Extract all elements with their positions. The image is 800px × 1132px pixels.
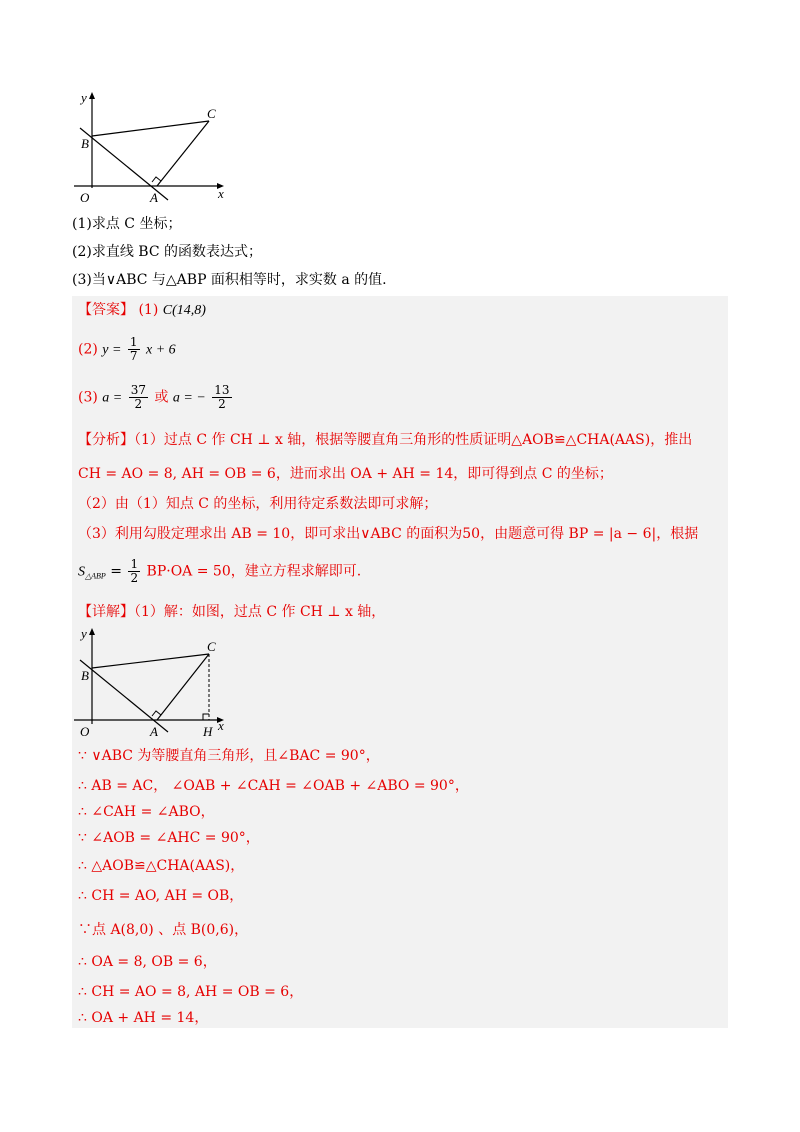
area-rest: BP·OA = 50，建立方程求解即可. — [146, 563, 362, 580]
segment-bc — [92, 654, 209, 668]
segment-ac — [157, 121, 209, 186]
answer-line-2 — [78, 336, 176, 363]
area-fraction — [128, 558, 140, 585]
analysis-text-1: （1）过点 C 作 CH ⊥ x 轴，根据等腰直角三角形的性质证明△AOB≌△CHA(AAS)，推出 — [134, 432, 693, 448]
detail-step-7: ∵点 A(8,0) 、点 B(0,6)， — [78, 922, 249, 938]
segment-ac — [157, 654, 209, 720]
answer-line-1 — [78, 300, 206, 321]
figure-2-diagram — [72, 624, 232, 742]
label-o: O — [80, 190, 90, 205]
analysis-line-2: CH = AO = 8, AH = OB = 6，进而求出 OA + AH = 14，即可得到点 C 的坐标； — [78, 466, 613, 482]
detail-step-9: ∴ CH = AO = 8, AH = OB = 6， — [78, 984, 304, 1000]
detail-step-10: ∴ OA + AH = 14， — [78, 1010, 209, 1026]
detail-step-3: ∴ ∠CAH = ∠ABO， — [78, 804, 215, 820]
answer-3-den-2: 2 — [218, 397, 226, 411]
label-a: A — [150, 724, 158, 739]
answer-3-den-1: 2 — [134, 397, 143, 411]
area-num: 1 — [130, 557, 139, 571]
figure-1-diagram — [72, 88, 232, 206]
label-b: B — [81, 668, 89, 683]
detail-step-6: ∴ CH = AO, AH = OB， — [78, 888, 244, 904]
answer-2-left: y = — [102, 342, 122, 358]
detail-step-4: ∵ ∠AOB = ∠AHC = 90°， — [78, 830, 260, 846]
detail-step-8: ∴ OA = 8, OB = 6， — [78, 954, 217, 970]
area-den: 2 — [130, 571, 139, 585]
y-axis-arrow — [89, 92, 95, 99]
answer-2-fraction — [128, 336, 140, 363]
answer-2-den: 7 — [129, 349, 138, 363]
question-2: (2)求直线 BC 的函数表达式； — [72, 244, 262, 260]
answer-2-prefix: (2) — [78, 341, 98, 358]
answer-line-3 — [78, 384, 234, 411]
answer-3-fraction-1 — [129, 384, 148, 411]
label-y: y — [81, 626, 87, 641]
label-x: x — [218, 186, 224, 201]
label-h: H — [203, 724, 213, 739]
label-y: y — [81, 90, 87, 105]
answer-3-or: 或 — [154, 389, 169, 406]
detail-step-1: ∵ ∨ABC 为等腰直角三角形，且∠BAC = 90°， — [78, 748, 380, 764]
area-subscript: △ABP — [85, 571, 106, 581]
answer-3-prefix: (3) — [78, 389, 98, 406]
right-angle-mark-h — [203, 714, 209, 720]
detail-label: 【详解】 — [78, 604, 134, 620]
question-1: (1)求点 C 坐标； — [72, 216, 182, 232]
right-angle-mark — [152, 177, 161, 182]
answer-3-num-1: 37 — [130, 383, 146, 397]
label-o: O — [80, 724, 90, 739]
line-ab — [80, 660, 168, 732]
label-c: C — [207, 639, 216, 654]
analysis-label: 【分析】 — [78, 432, 134, 448]
detail-line-1 — [78, 602, 385, 622]
detail-step-5: ∴ △AOB≌△CHA(AAS)， — [78, 858, 245, 874]
right-angle-mark-a — [152, 711, 161, 716]
detail-step-2: ∴ AB = AC， ∠OAB + ∠CAH = ∠OAB + ∠ABO = 90°， — [78, 778, 469, 794]
area-equals: = — [110, 563, 122, 580]
label-a: A — [150, 190, 158, 205]
label-c: C — [207, 106, 216, 121]
answer-3-fraction-2 — [212, 384, 231, 411]
answer-3-mid: a = − — [172, 390, 206, 406]
answer-1-prefix: (1) — [138, 302, 159, 318]
label-x: x — [218, 718, 224, 733]
answer-1-value: C(14,8) — [162, 303, 206, 318]
y-axis-arrow — [89, 628, 95, 635]
analysis-line-1 — [78, 430, 692, 450]
answer-3-num-2: 13 — [214, 383, 230, 397]
label-b: B — [81, 136, 89, 151]
answer-label: 【答案】 — [78, 302, 134, 318]
area-symbol: S — [78, 564, 85, 580]
detail-intro: （1）解：如图，过点 C 作 CH ⊥ x 轴， — [134, 604, 386, 620]
analysis-line-4: （3）利用勾股定理求出 AB = 10，即可求出∨ABC 的面积为50，由题意可得 BP = |a − 6|，根据 — [78, 526, 699, 542]
analysis-line-3: （2）由（1）知点 C 的坐标，利用待定系数法即可求解； — [78, 496, 438, 512]
question-3: (3)当∨ABC 与△ABP 面积相等时，求实数 a 的值. — [72, 272, 387, 288]
answer-2-num: 1 — [129, 335, 138, 349]
answer-3-left: a = — [102, 390, 123, 406]
segment-bc — [92, 121, 209, 136]
analysis-line-5 — [78, 558, 361, 587]
answer-2-right: x + 6 — [146, 342, 176, 358]
